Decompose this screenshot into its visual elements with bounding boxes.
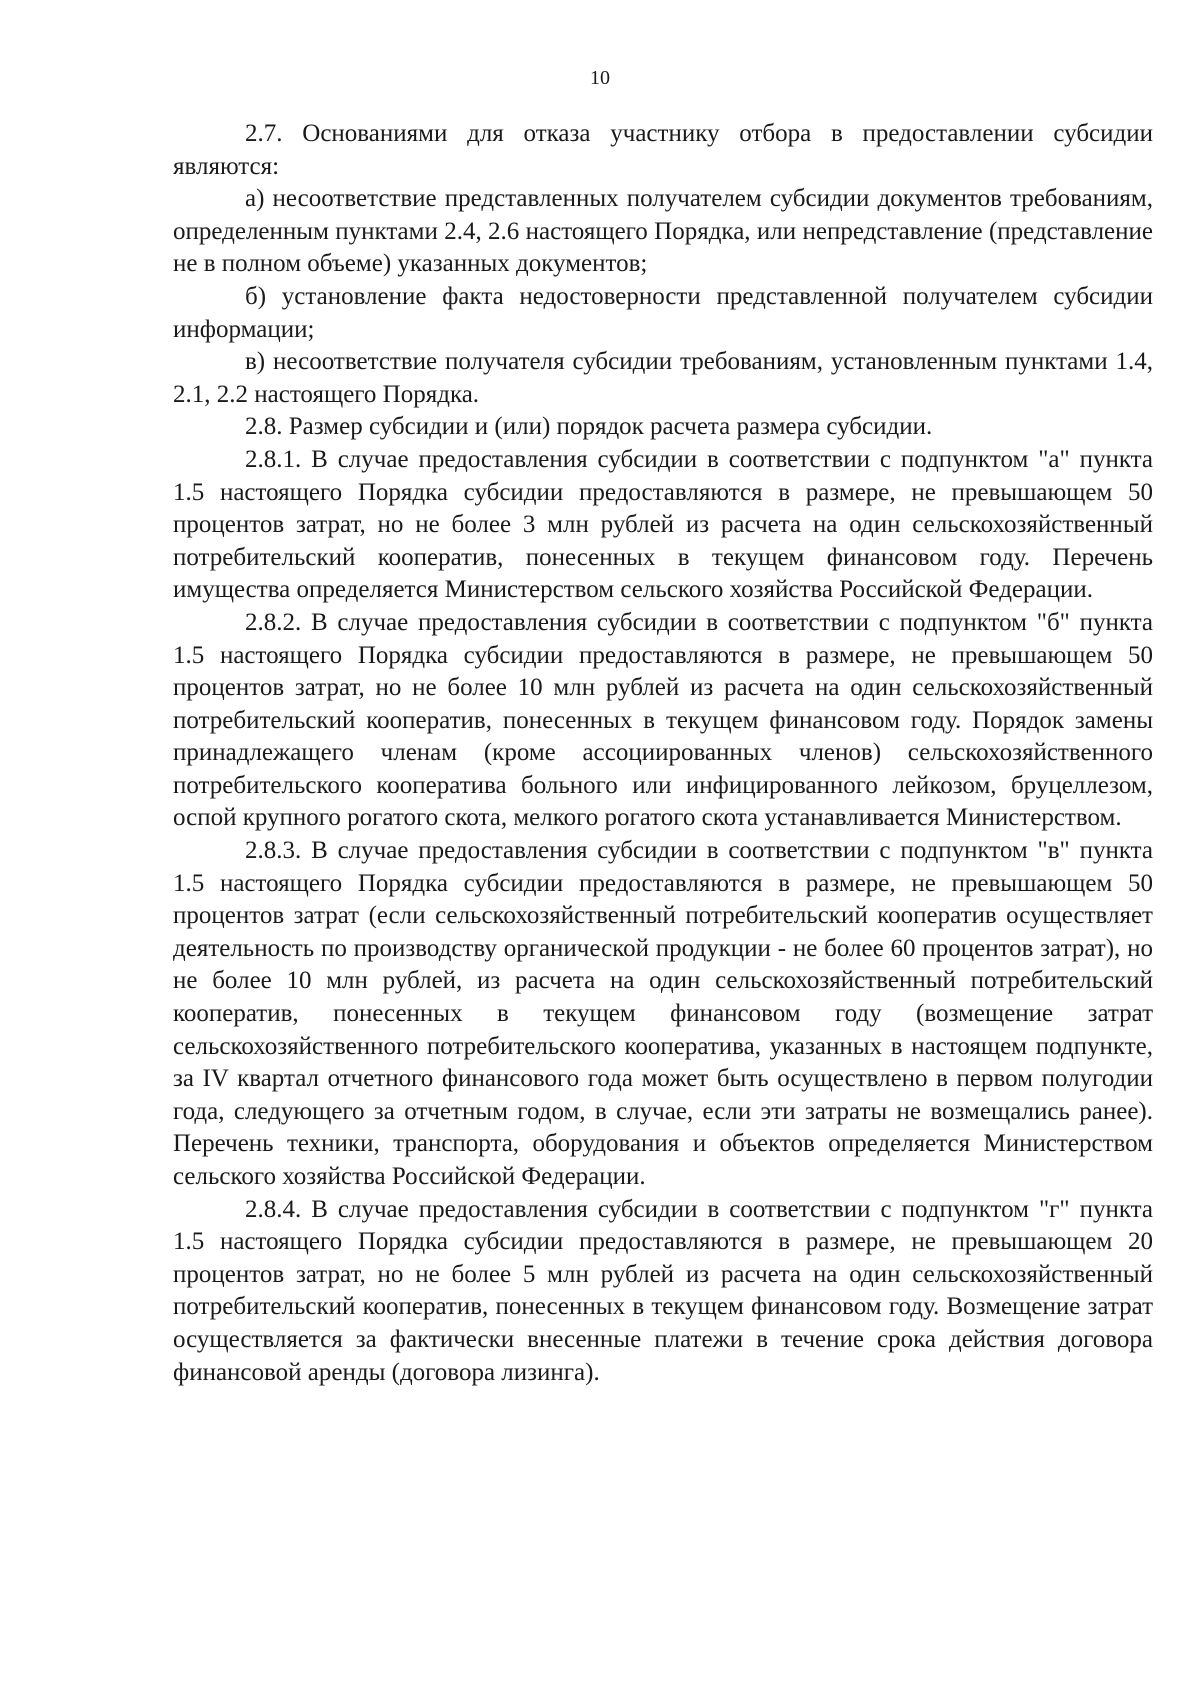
paragraph-2-7-v: в) несоответствие получателя субсидии требованиям, установленным пунктами 1.4, 2.1, 2.2 настоящего Порядка. [173,348,1153,408]
paragraph-2-8-4: 2.8.4. В случае предоставления субсидии в соответствии с подпунктом "г" пункта 1.5 настоящего Порядка субсидии предоставляются в размере, не превышающем 20 процентов затрат, но не более 5 млн рублей из расчета на один сельскохозяйственный потребительский кооператив, понесенных в текущем финансовом году. Возмещение затрат осуществляется за фактически внесенные платежи в течение срока действия договора финансовой аренды (договора лизинга). [173,1195,1153,1386]
paragraph-2-7-b: б) установление факта недостоверности представленной получателем субсидии информации; [173,282,1153,343]
document-body [173,118,1153,1389]
paragraph-2-8-2: 2.8.2. В случае предоставления субсидии в соответствии с подпунктом "б" пункта 1.5 настоящего Порядка субсидии предоставляются в размере, не превышающем 50 процентов затрат, но не более 10 млн рублей из расчета на один сельскохозяйственный потребительский кооператив, понесенных в текущем финансовом году. Порядок замены принадлежащего членам (кроме ассоциированных членов) сельскохозяйственного потребительского кооператива больного или инфицированного лейкозом, бруцеллезом, оспой крупного рогатого скота, мелкого рогатого скота устанавливается Министерством. [173,608,1153,832]
paragraph-2-7-a: а) несоответствие представленных получателем субсидии документов требованиям, определенным пунктами 2.4, 2.6 настоящего Порядка, или непредставление (представление не в полном объеме) указанных документов; [173,185,1153,278]
page-number: 10 [590,67,610,89]
paragraph-2-8: 2.8. Размер субсидии и (или) порядок расчета размера субсидии. [245,413,933,441]
paragraph-2-8-1: 2.8.1. В случае предоставления субсидии в соответствии с подпунктом "а" пункта 1.5 настоящего Порядка субсидии предоставляются в размере, не превышающем 50 процентов затрат, но не более 3 млн рублей из расчета на один сельскохозяйственный потребительский кооператив, понесенных в текущем финансовом году. Перечень имущества определяется Министерством сельского хозяйства Российской Федерации. [173,445,1153,604]
paragraph-2-8-3: 2.8.3. В случае предоставления субсидии в соответствии с подпунктом "в" пункта 1.5 настоящего Порядка субсидии предоставляются в размере, не превышающем 50 процентов затрат (если сельскохозяйственный потребительский кооператив осуществляет деятельность по производству органической продукции - не более 60 процентов затрат), но не более 10 млн рублей, из расчета на один сельскохозяйственный потребительский кооператив, понесенных в текущем финансовом году (возмещение затрат сельскохозяйственного потребительского кооператива, указанных в настоящем подпункте, за IV квартал отчетного финансового года может быть осуществлено в первом полугодии года, следующего за отчетным годом, в случае, если эти затраты не возмещались ранее). Перечень техники, транспорта, оборудования и объектов определяется Министерством сельского хозяйства Российской Федерации. [173,837,1153,1190]
paragraph-2-7: 2.7. Основаниями для отказа участнику отбора в предоставлении субсидии являются: [173,120,1153,180]
